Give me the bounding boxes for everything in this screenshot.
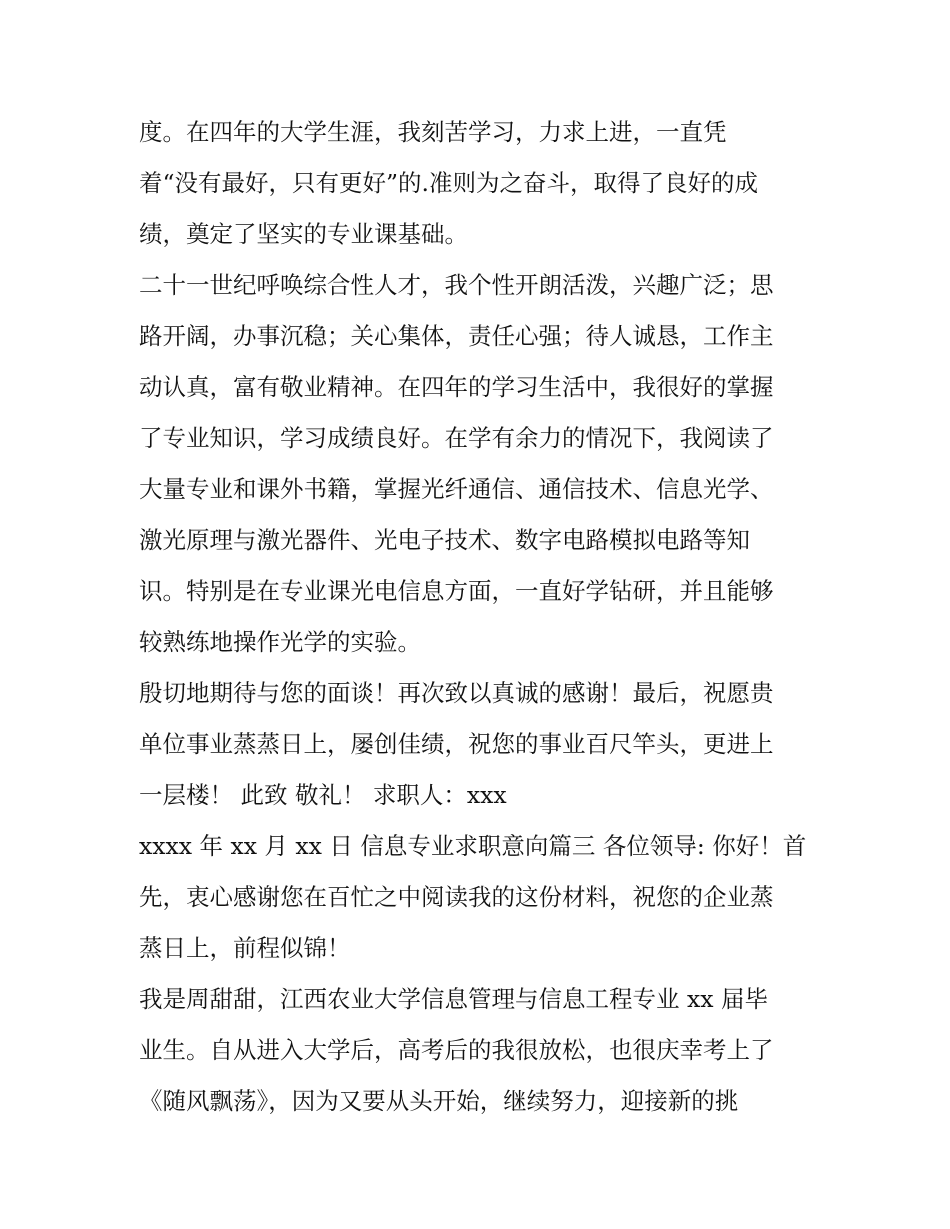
text-line: 激光原理与激光器件、光电子技术、数字电路模拟电路等知 xyxy=(139,526,750,554)
text-line: 识。特别是在专业课光电信息方面，一直好学钻研，并且能够 xyxy=(139,577,774,605)
document-body xyxy=(139,107,829,1127)
text-line: 路开阔，办事沉稳；关心集体，责任心强；待人诚恳，工作主 xyxy=(139,322,774,350)
text-line: 较熟练地操作光学的实验。 xyxy=(139,628,421,656)
text-line: 绩，奠定了坚实的专业课基础。 xyxy=(139,220,468,248)
text-line: 先，衷心感谢您在百忙之中阅读我的这份材料，祝您的企业蒸 xyxy=(139,883,774,911)
text-line: 动认真，富有敬业精神。在四年的学习生活中，我很好的掌握 xyxy=(139,373,774,401)
text-line: xxxx 年 xx 月 xx 日 信息专业求职意向篇三 各位领导: 你好！首 xyxy=(139,832,807,860)
text-line: 蒸日上，前程似锦！ xyxy=(139,934,351,962)
text-line: 二十一世纪呼唤综合性人才，我个性开朗活泼，兴趣广泛；思 xyxy=(139,271,774,299)
text-line: 了专业知识，学习成绩良好。在学有余力的情况下，我阅读了 xyxy=(139,424,774,452)
text-line: 单位事业蒸蒸日上，屡创佳绩，祝您的事业百尺竿头，更进上 xyxy=(139,730,774,758)
text-line: 业生。自从进入大学后，高考后的我很放松，也很庆幸考上了 xyxy=(139,1036,774,1064)
text-line: 着“没有最好，只有更好”的.准则为之奋斗，取得了良好的成 xyxy=(139,169,758,197)
text-line: 一层楼！ 此致 敬礼！ 求职人：xxx xyxy=(139,781,507,809)
text-line: 大量专业和课外书籍，掌握光纤通信、通信技术、信息光学、 xyxy=(139,475,774,503)
text-line: 《随风飘荡》，因为又要从头开始，继续努力，迎接新的挑 xyxy=(139,1087,739,1115)
text-line: 度。在四年的大学生涯，我刻苦学习，力求上进，一直凭 xyxy=(139,118,727,146)
text-line: 殷切地期待与您的面谈！再次致以真诚的感谢！最后，祝愿贵 xyxy=(139,679,774,707)
text-line: 我是周甜甜，江西农业大学信息管理与信息工程专业 xx 届毕 xyxy=(139,985,768,1013)
